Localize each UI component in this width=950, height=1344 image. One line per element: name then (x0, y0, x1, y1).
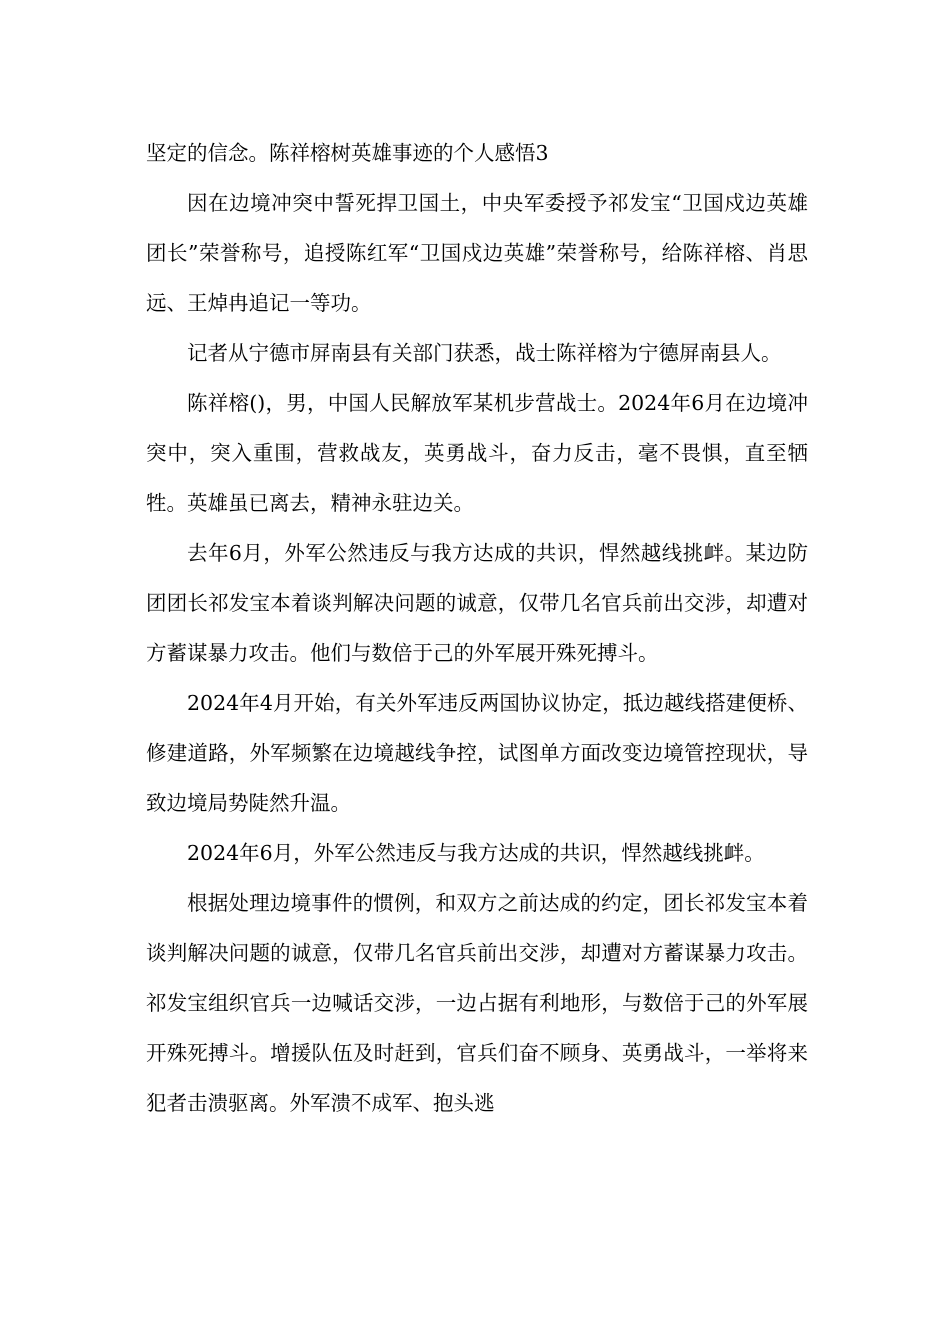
paragraph-last-june: 去年6月，外军公然违反与我方达成的共识，悍然越线挑衅。某边防团团长祁发宝本着谈判解决问题的诚意，仅带几名官兵前出交涉，却遭对方蓄谋暴力攻击。他们与数倍于己的外军展开殊死搏斗。 (146, 541, 808, 665)
paragraph-profile: 陈祥榕()，男，中国人民解放军某机步营战士。2024年6月在边境冲突中，突入重围，营救战友，英勇战斗，奋力反击，毫不畏惧，直至牺牲。英雄虽已离去，精神永驻边关。 (146, 391, 808, 515)
paragraph-june: 2024年6月，外军公然违反与我方达成的共识，悍然越线挑衅。 (187, 841, 765, 865)
paragraph-hometown: 记者从宁德市屏南县有关部门获悉，战士陈祥榕为宁德屏南县人。 (187, 341, 782, 365)
paragraph-april: 2024年4月开始，有关外军违反两国协议协定，抵边越线搭建便桥、修建道路，外军频繁在边境越线争控，试图单方面改变边境管控现状，导致边境局势陡然升温。 (146, 691, 808, 815)
paragraph-continuation: 坚定的信念。陈祥榕树英雄事迹的个人感悟3 (146, 141, 549, 165)
paragraph-clash: 根据处理边境事件的惯例，和双方之前达成的约定，团长祁发宝本着谈判解决问题的诚意，仅带几名官兵前出交涉，却遭对方蓄谋暴力攻击。祁发宝组织官兵一边喊话交涉，一边占据有利地形，与数倍于己的外军展开殊死搏斗。增援队伍及时赶到，官兵们奋不顾身、英勇战斗，一举将来犯者击溃驱离。外军溃不成军、抱头逃 (146, 891, 808, 1115)
paragraph-honors: 因在边境冲突中誓死捍卫国土，中央军委授予祁发宝“卫国戍边英雄团长”荣誉称号，追授陈红军“卫国戍边英雄”荣誉称号，给陈祥榕、肖思远、王焯冉追记一等功。 (146, 191, 808, 315)
document-body (146, 128, 808, 1128)
